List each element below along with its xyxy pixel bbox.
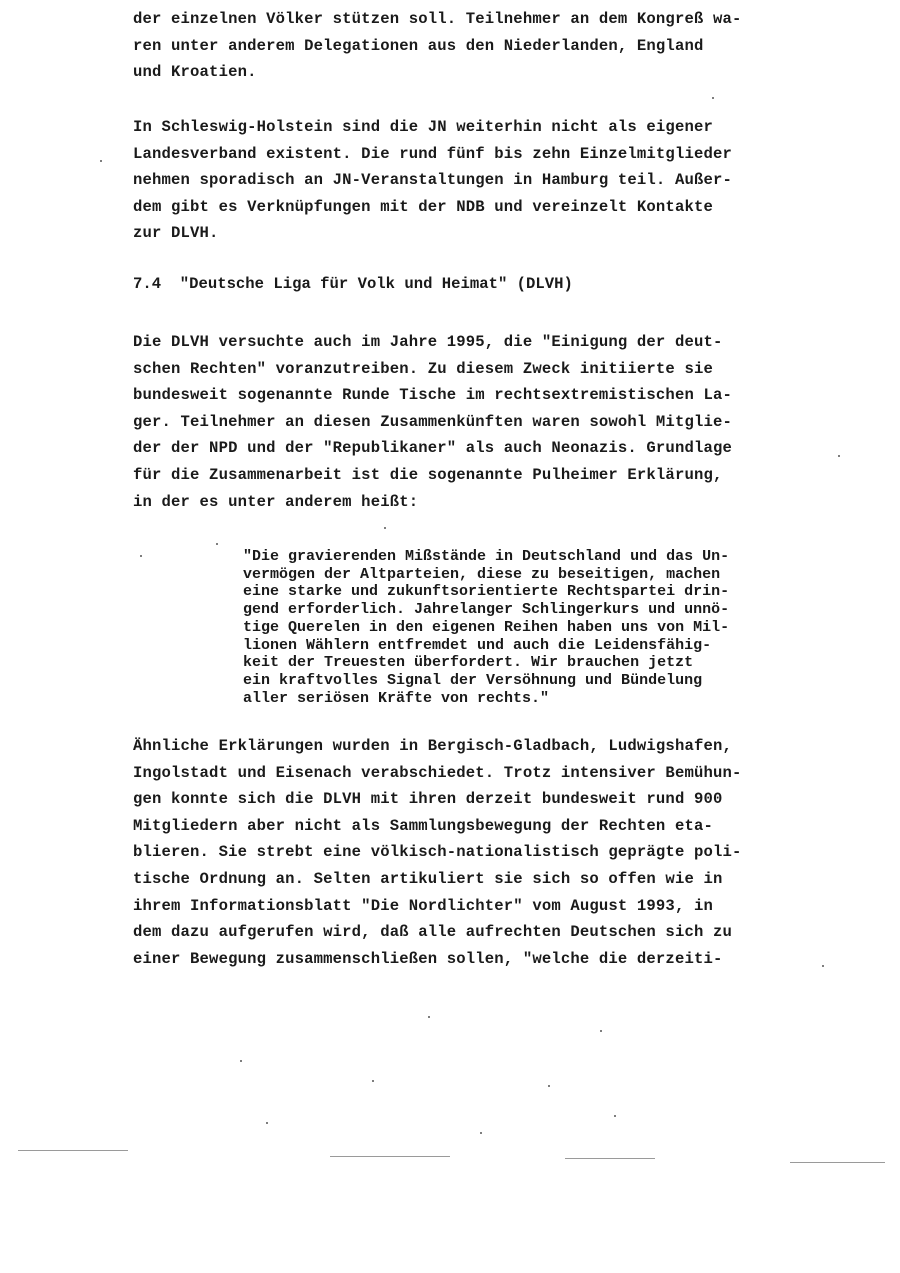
scan-speck [140, 555, 142, 557]
text-line: gen konnte sich die DLVH mit ihren derzeit bundesweit rund 900 [133, 790, 723, 809]
quote-line: lionen Wählern entfremdet und auch die Leidensfähig- [243, 636, 712, 654]
text-line: ren unter anderem Delegationen aus den Niederlanden, England [133, 36, 704, 55]
text-line: für die Zusammenarbeit ist die sogenannte Pulheimer Erklärung, [133, 465, 723, 484]
scan-speck [614, 1115, 616, 1117]
scan-speck [712, 97, 714, 99]
text-line: dem dazu aufgerufen wird, daß alle aufrechten Deutschen sich zu [133, 923, 732, 942]
text-line: bundesweit sogenannte Runde Tische im rechtsextremistischen La- [133, 386, 732, 405]
scan-speck [266, 1122, 268, 1124]
scan-speck [100, 160, 102, 162]
scan-edge-line [330, 1156, 450, 1157]
scan-speck [372, 1080, 374, 1082]
text-line: und Kroatien. [133, 63, 257, 82]
paragraph-continuation [133, 6, 853, 86]
scan-speck [548, 1085, 550, 1087]
scan-speck [838, 455, 840, 457]
quote-line: tige Querelen in den eigenen Reihen haben uns von Mil- [243, 618, 730, 636]
text-line: blieren. Sie strebt eine völkisch-nationalistisch geprägte poli- [133, 843, 742, 862]
quote-line: aller seriösen Kräfte von rechts." [243, 689, 550, 707]
scan-speck [384, 527, 386, 529]
quote-line: "Die gravierenden Mißstände in Deutschland und das Un- [243, 548, 730, 565]
text-line: ger. Teilnehmer an diesen Zusammenkünften waren sowohl Mitglie- [133, 412, 732, 431]
block-quote [243, 548, 853, 707]
section-heading: 7.4 "Deutsche Liga für Volk und Heimat" (DLVH) [133, 275, 573, 293]
scan-edge-line [790, 1162, 885, 1163]
text-line: schen Rechten" voranzutreiben. Zu diesem Zweck initiierte sie [133, 359, 713, 378]
scan-speck [428, 1016, 430, 1018]
quote-line: vermögen der Altparteien, diese zu beseitigen, machen [243, 565, 721, 583]
text-line: der einzelnen Völker stützen soll. Teilnehmer an dem Kongreß wa- [133, 10, 742, 28]
quote-line: gend erforderlich. Jahrelanger Schlingerkurs und unnö- [243, 601, 730, 619]
text-line: tische Ordnung an. Selten artikuliert sie sich so offen wie in [133, 869, 723, 888]
quote-line: keit der Treuesten überfordert. Wir brauchen jetzt [243, 654, 694, 672]
text-line: nehmen sporadisch an JN-Veranstaltungen in Hamburg teil. Außer- [133, 171, 732, 190]
text-line: Landesverband existent. Die rund fünf bis zehn Einzelmitglieder [133, 144, 732, 163]
scan-edge-line [565, 1158, 655, 1159]
paragraph-dlvh-intro [133, 329, 853, 515]
quote-line: ein kraftvolles Signal der Versöhnung und Bündelung [243, 671, 703, 689]
text-line: ihrem Informationsblatt "Die Nordlichter" vom August 1993, in [133, 896, 713, 915]
text-line: zur DLVH. [133, 224, 219, 243]
text-line: der der NPD und der "Republikaner" als auch Neonazis. Grundlage [133, 439, 732, 458]
text-line: einer Bewegung zusammenschließen sollen, "welche die derzeiti- [133, 949, 723, 968]
paragraph-schleswig-holstein [133, 114, 853, 247]
text-line: in der es unter anderem heißt: [133, 492, 419, 511]
scan-speck [480, 1132, 482, 1134]
scan-edge-line [18, 1150, 128, 1151]
text-line: In Schleswig-Holstein sind die JN weiterhin nicht als eigener [133, 118, 713, 136]
paragraph-declarations [133, 733, 853, 972]
scan-speck [240, 1060, 242, 1062]
text-line: dem gibt es Verknüpfungen mit der NDB und vereinzelt Kontakte [133, 197, 713, 216]
text-line: Die DLVH versuchte auch im Jahre 1995, die "Einigung der deut- [133, 333, 723, 351]
text-line: Mitgliedern aber nicht als Sammlungsbewegung der Rechten eta- [133, 816, 713, 835]
scan-speck [216, 543, 218, 545]
quote-line: eine starke und zukunftsorientierte Rechtspartei drin- [243, 583, 730, 601]
text-line: Ähnliche Erklärungen wurden in Bergisch-Gladbach, Ludwigshafen, [133, 737, 732, 755]
text-line: Ingolstadt und Eisenach verabschiedet. Trotz intensiver Bemühun- [133, 763, 742, 782]
scan-speck [822, 965, 824, 967]
scan-speck [600, 1030, 602, 1032]
